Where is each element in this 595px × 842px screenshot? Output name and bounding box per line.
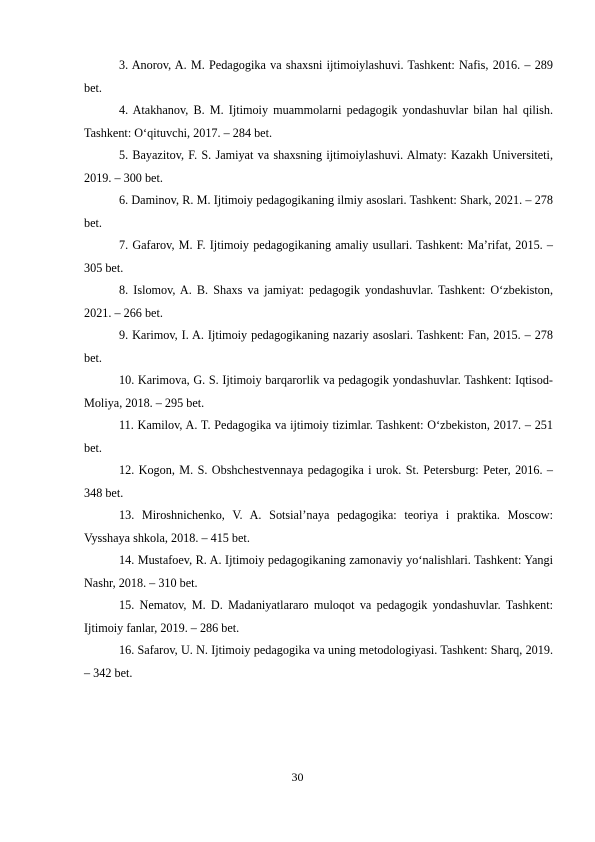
reference-item: 11. Kamilov, A. T. Pedagogika va ijtimoiy tizimlar. Tashkent: O‘zbekiston, 2017. – 251 bet. <box>84 418 553 455</box>
reference-item: 7. Gafarov, M. F. Ijtimoiy pedagogikaning amaliy usullari. Tashkent: Ma’rifat, 2015. – 305 bet. <box>84 238 553 275</box>
reference-item: 4. Atakhanov, B. M. Ijtimoiy muammolarni pedagogik yondashuvlar bilan hal qilish. Tashkent: O‘qituvchi, 2017. – 284 bet. <box>84 103 553 140</box>
reference-item: 13. Miroshnichenko, V. A. Sotsial’naya pedagogika: teoriya i praktika. Moscow: Vysshaya shkola, 2018. – 415 bet. <box>84 508 553 545</box>
reference-item: 3. Anorov, A. M. Pedagogika va shaxsni ijtimoiylashuvi. Tashkent: Nafis, 2016. – 289 bet. <box>84 58 553 95</box>
reference-item: 9. Karimov, I. A. Ijtimoiy pedagogikaning nazariy asoslari. Tashkent: Fan, 2015. – 278 bet. <box>84 328 553 365</box>
reference-list <box>84 54 553 684</box>
reference-item: 14. Mustafoev, R. A. Ijtimoiy pedagogikaning zamonaviy yo‘nalishlari. Tashkent: Yangi Nashr, 2018. – 310 bet. <box>84 553 553 590</box>
reference-item: 10. Karimova, G. S. Ijtimoiy barqarorlik va pedagogik yondashuvlar. Tashkent: Iqtisod-Moliya, 2018. – 295 bet. <box>84 373 553 410</box>
reference-item: 6. Daminov, R. M. Ijtimoiy pedagogikaning ilmiy asoslari. Tashkent: Shark, 2021. – 278 bet. <box>84 193 553 230</box>
reference-item: 16. Safarov, U. N. Ijtimoiy pedagogika va uning metodologiyasi. Tashkent: Sharq, 2019. – 342 bet. <box>84 643 553 680</box>
page-number: 30 <box>291 770 304 784</box>
reference-item: 12. Kogon, M. S. Obshchestvennaya pedagogika i urok. St. Petersburg: Peter, 2016. – 348 bet. <box>84 463 553 500</box>
reference-item: 8. Islomov, A. B. Shaxs va jamiyat: pedagogik yondashuvlar. Tashkent: O‘zbekiston, 2021. – 266 bet. <box>84 283 553 320</box>
reference-item: 15. Nematov, M. D. Madaniyatlararo muloqot va pedagogik yondashuvlar. Tashkent: Ijtimoiy fanlar, 2019. – 286 bet. <box>84 598 553 635</box>
reference-item: 5. Bayazitov, F. S. Jamiyat va shaxsning ijtimoiylashuvi. Almaty: Kazakh Universiteti, 2019. – 300 bet. <box>84 148 553 185</box>
